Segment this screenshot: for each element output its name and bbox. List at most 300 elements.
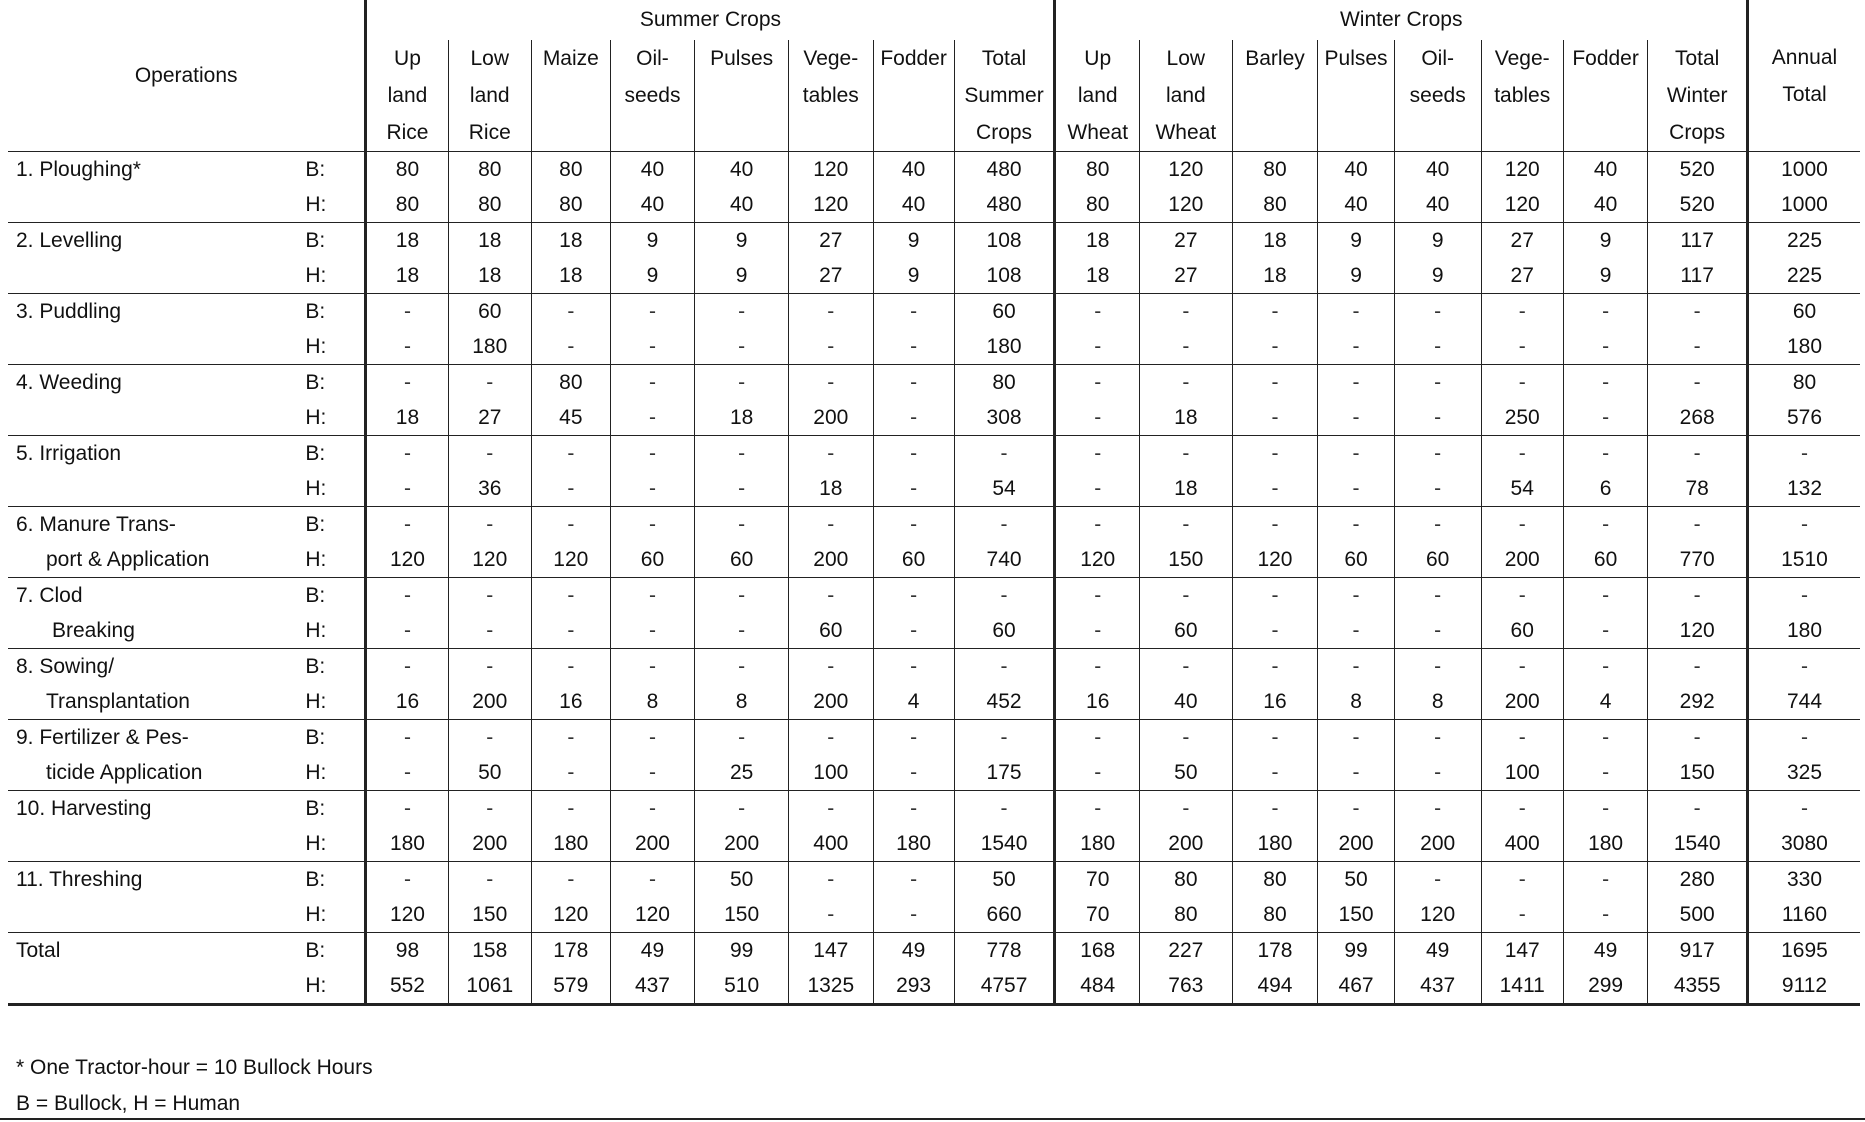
table-cell: 180 bbox=[366, 826, 448, 862]
table-cell: - bbox=[873, 649, 954, 685]
table-cell: 40 bbox=[1394, 187, 1481, 223]
table-cell: 80 bbox=[1232, 862, 1318, 898]
table-cell: - bbox=[610, 365, 695, 401]
table-cell: 60 bbox=[954, 613, 1055, 649]
winter-column-header-line: Vege- bbox=[1481, 40, 1563, 77]
table-cell: 80 bbox=[954, 365, 1055, 401]
table-cell: - bbox=[1563, 507, 1648, 543]
table-cell: - bbox=[695, 578, 789, 614]
table-cell: 117 bbox=[1648, 258, 1748, 294]
table-cell: 227 bbox=[1140, 933, 1233, 969]
table-cell: 200 bbox=[789, 684, 874, 720]
table-cell: 480 bbox=[954, 187, 1055, 223]
table-cell: 9 bbox=[873, 223, 954, 259]
table-cell: 98 bbox=[366, 933, 448, 969]
table-cell: - bbox=[1563, 791, 1648, 827]
summer-column-header-line bbox=[531, 77, 610, 114]
table-cell: 80 bbox=[1140, 897, 1233, 933]
table-cell: - bbox=[1563, 720, 1648, 756]
human-label: H: bbox=[303, 755, 366, 791]
table-cell: 452 bbox=[954, 684, 1055, 720]
operation-name bbox=[8, 471, 303, 507]
table-cell: 60 bbox=[448, 294, 531, 330]
winter-column-header-line: land bbox=[1140, 77, 1233, 114]
table-cell: 40 bbox=[1563, 187, 1648, 223]
summer-column-header-line: Rice bbox=[448, 114, 531, 152]
table-cell: 60 bbox=[954, 294, 1055, 330]
table-cell: 180 bbox=[1055, 826, 1140, 862]
summer-column-header-line: Oil- bbox=[610, 40, 695, 77]
table-row bbox=[8, 542, 1860, 578]
summer-column-header-line bbox=[695, 114, 789, 152]
summer-column-header-line: Fodder bbox=[873, 40, 954, 77]
table-cell: - bbox=[448, 365, 531, 401]
table-cell: 80 bbox=[1747, 365, 1860, 401]
table-cell: 120 bbox=[1055, 542, 1140, 578]
table-cell: 120 bbox=[1140, 187, 1233, 223]
table-cell: - bbox=[1055, 329, 1140, 365]
table-cell: 200 bbox=[1140, 826, 1233, 862]
table-row bbox=[8, 294, 1860, 330]
table-cell: - bbox=[610, 436, 695, 472]
labour-requirements-table bbox=[8, 0, 1860, 1006]
table-cell: 80 bbox=[1232, 152, 1318, 188]
table-cell: 100 bbox=[1481, 755, 1563, 791]
table-cell: - bbox=[1648, 436, 1748, 472]
summer-column-header-line: Total bbox=[954, 40, 1055, 77]
table-cell: 27 bbox=[448, 400, 531, 436]
table-cell: 147 bbox=[789, 933, 874, 969]
table-cell: - bbox=[873, 862, 954, 898]
table-cell: 108 bbox=[954, 223, 1055, 259]
table-cell: - bbox=[1055, 436, 1140, 472]
table-cell: - bbox=[873, 791, 954, 827]
abbreviation-legend: B = Bullock, H = Human bbox=[16, 1092, 241, 1115]
table-cell: - bbox=[1055, 400, 1140, 436]
table-cell: 200 bbox=[1481, 684, 1563, 720]
table-cell: 40 bbox=[695, 152, 789, 188]
table-cell: 200 bbox=[448, 826, 531, 862]
table-cell: 49 bbox=[1563, 933, 1648, 969]
table-cell: - bbox=[1055, 649, 1140, 685]
table-cell: - bbox=[1140, 791, 1233, 827]
operation-name bbox=[8, 826, 303, 862]
table-cell: 27 bbox=[789, 258, 874, 294]
table-cell: - bbox=[1563, 755, 1648, 791]
human-label: H: bbox=[303, 826, 366, 862]
table-cell: 60 bbox=[610, 542, 695, 578]
human-label: H: bbox=[303, 542, 366, 578]
table-cell: - bbox=[873, 365, 954, 401]
table-cell: - bbox=[448, 507, 531, 543]
human-label: H: bbox=[303, 329, 366, 365]
operation-name: 9. Fertilizer & Pes- bbox=[16, 726, 189, 749]
table-cell: 80 bbox=[448, 152, 531, 188]
table-row bbox=[8, 258, 1860, 294]
table-cell: - bbox=[1055, 720, 1140, 756]
table-cell: - bbox=[366, 329, 448, 365]
summer-column-header-line bbox=[873, 114, 954, 152]
table-cell: 16 bbox=[366, 684, 448, 720]
winter-column-header-line: Total bbox=[1648, 40, 1748, 77]
table-cell: 552 bbox=[366, 968, 448, 1005]
table-cell: - bbox=[531, 862, 610, 898]
bullock-label: B: bbox=[305, 371, 326, 394]
table-cell: - bbox=[1481, 897, 1563, 933]
table-row bbox=[8, 933, 1860, 969]
summer-column-header-line: Maize bbox=[531, 40, 610, 77]
table-cell: - bbox=[1318, 294, 1394, 330]
table-cell: 180 bbox=[531, 826, 610, 862]
table-cell: 80 bbox=[1232, 187, 1318, 223]
table-row bbox=[8, 720, 1860, 756]
table-cell: 120 bbox=[789, 152, 874, 188]
summer-column-header-line: seeds bbox=[610, 77, 695, 114]
table-cell: 147 bbox=[1481, 933, 1563, 969]
table-cell: 18 bbox=[1055, 223, 1140, 259]
table-cell: - bbox=[1055, 791, 1140, 827]
table-cell: - bbox=[366, 507, 448, 543]
table-cell: - bbox=[873, 400, 954, 436]
table-row bbox=[8, 826, 1860, 862]
winter-column-header-line: Oil- bbox=[1394, 40, 1481, 77]
table-cell: 8 bbox=[695, 684, 789, 720]
table-cell: 120 bbox=[789, 187, 874, 223]
table-cell: - bbox=[610, 720, 695, 756]
table-cell: - bbox=[954, 649, 1055, 685]
winter-column-header-line: tables bbox=[1481, 77, 1563, 114]
operations-header: Operations bbox=[8, 0, 366, 152]
table-cell: 27 bbox=[1481, 223, 1563, 259]
table-cell: - bbox=[1747, 507, 1860, 543]
table-row bbox=[8, 329, 1860, 365]
table-cell: - bbox=[1394, 649, 1481, 685]
table-cell: - bbox=[366, 862, 448, 898]
table-cell: 49 bbox=[873, 933, 954, 969]
table-cell: 27 bbox=[1140, 258, 1233, 294]
table-cell: - bbox=[1140, 720, 1233, 756]
table-cell: 9 bbox=[695, 258, 789, 294]
table-cell: - bbox=[873, 613, 954, 649]
bullock-label: B: bbox=[305, 584, 326, 607]
table-cell: - bbox=[1648, 720, 1748, 756]
table-cell: 293 bbox=[873, 968, 954, 1005]
table-cell: - bbox=[610, 471, 695, 507]
table-cell: - bbox=[1140, 329, 1233, 365]
table-cell: - bbox=[1481, 365, 1563, 401]
operation-name: 5. Irrigation bbox=[16, 442, 122, 465]
table-cell: - bbox=[1140, 578, 1233, 614]
table-cell: 6 bbox=[1563, 471, 1648, 507]
table-cell: - bbox=[366, 294, 448, 330]
table-cell: - bbox=[695, 649, 789, 685]
annual-total-header bbox=[1747, 0, 1860, 152]
table-cell: 120 bbox=[1648, 613, 1748, 649]
table-cell: - bbox=[873, 897, 954, 933]
human-label: H: bbox=[303, 187, 366, 223]
table-cell: - bbox=[1394, 755, 1481, 791]
table-cell: - bbox=[1318, 720, 1394, 756]
table-cell: - bbox=[1140, 507, 1233, 543]
table-cell: 437 bbox=[1394, 968, 1481, 1005]
summer-column-header-line: land bbox=[366, 77, 448, 114]
table-cell: 180 bbox=[954, 329, 1055, 365]
table-cell: 120 bbox=[531, 542, 610, 578]
bullock-label: B: bbox=[305, 868, 326, 891]
table-cell: 18 bbox=[448, 223, 531, 259]
table-cell: - bbox=[448, 649, 531, 685]
summer-column-header-line: Summer bbox=[954, 77, 1055, 114]
table-cell: 480 bbox=[954, 152, 1055, 188]
bottom-rule bbox=[0, 1118, 1865, 1120]
table-cell: 16 bbox=[531, 684, 610, 720]
table-cell: 50 bbox=[1318, 862, 1394, 898]
table-cell: 200 bbox=[1318, 826, 1394, 862]
table-row bbox=[8, 755, 1860, 791]
table-cell: - bbox=[1232, 507, 1318, 543]
table-row bbox=[8, 613, 1860, 649]
summer-column-header-line bbox=[789, 114, 874, 152]
table-cell: 18 bbox=[1140, 471, 1233, 507]
table-cell: 49 bbox=[610, 933, 695, 969]
table-row bbox=[8, 968, 1860, 1005]
table-cell: - bbox=[1232, 720, 1318, 756]
table-cell: 180 bbox=[873, 826, 954, 862]
table-cell: 1061 bbox=[448, 968, 531, 1005]
table-cell: 510 bbox=[695, 968, 789, 1005]
table-cell: - bbox=[954, 436, 1055, 472]
table-cell: 18 bbox=[1232, 258, 1318, 294]
table-cell: - bbox=[1747, 649, 1860, 685]
table-cell: 325 bbox=[1747, 755, 1860, 791]
table-cell: - bbox=[1140, 365, 1233, 401]
table-cell: - bbox=[695, 613, 789, 649]
table-cell: - bbox=[1481, 649, 1563, 685]
table-cell: - bbox=[1232, 578, 1318, 614]
table-cell: - bbox=[610, 400, 695, 436]
table-cell: - bbox=[1394, 720, 1481, 756]
table-cell: 60 bbox=[1747, 294, 1860, 330]
table-cell: 200 bbox=[789, 400, 874, 436]
table-cell: - bbox=[1394, 400, 1481, 436]
table-cell: 54 bbox=[954, 471, 1055, 507]
winter-crops-header: Winter Crops bbox=[1055, 0, 1748, 40]
table-cell: 45 bbox=[531, 400, 610, 436]
table-cell: - bbox=[1747, 720, 1860, 756]
table-cell: - bbox=[1140, 649, 1233, 685]
table-cell: - bbox=[789, 294, 874, 330]
table-cell: 400 bbox=[1481, 826, 1563, 862]
table-cell: - bbox=[695, 507, 789, 543]
table-cell: - bbox=[1394, 436, 1481, 472]
bullock-label: B: bbox=[305, 726, 326, 749]
table-cell: - bbox=[366, 436, 448, 472]
human-label: H: bbox=[303, 968, 366, 1005]
table-cell: - bbox=[1563, 365, 1648, 401]
table-cell: - bbox=[789, 578, 874, 614]
table-cell: 4757 bbox=[954, 968, 1055, 1005]
table-cell: - bbox=[1318, 613, 1394, 649]
table-cell: - bbox=[789, 436, 874, 472]
table-cell: 78 bbox=[1648, 471, 1748, 507]
table-cell: 18 bbox=[789, 471, 874, 507]
table-cell: - bbox=[366, 365, 448, 401]
table-cell: - bbox=[1232, 613, 1318, 649]
table-cell: 50 bbox=[448, 755, 531, 791]
table-row bbox=[8, 649, 1860, 685]
table-cell: 80 bbox=[531, 152, 610, 188]
bullock-label: B: bbox=[305, 442, 326, 465]
table-cell: - bbox=[531, 578, 610, 614]
table-cell: 120 bbox=[531, 897, 610, 933]
table-cell: - bbox=[1747, 578, 1860, 614]
table-cell: 180 bbox=[1232, 826, 1318, 862]
table-cell: - bbox=[448, 578, 531, 614]
winter-column-header-line: Crops bbox=[1648, 114, 1748, 152]
table-cell: 80 bbox=[531, 365, 610, 401]
table-cell: - bbox=[1318, 365, 1394, 401]
table-row bbox=[8, 791, 1860, 827]
table-cell: - bbox=[1481, 791, 1563, 827]
table-cell: - bbox=[1563, 578, 1648, 614]
table-cell: 4 bbox=[873, 684, 954, 720]
table-cell: 400 bbox=[789, 826, 874, 862]
table-cell: 225 bbox=[1747, 223, 1860, 259]
table-cell: 120 bbox=[1232, 542, 1318, 578]
table-row bbox=[8, 471, 1860, 507]
table-cell: - bbox=[366, 791, 448, 827]
table-cell: 180 bbox=[1747, 613, 1860, 649]
table-cell: 200 bbox=[695, 826, 789, 862]
table-cell: - bbox=[695, 294, 789, 330]
operation-name: Transplantation bbox=[8, 684, 303, 720]
table-cell: - bbox=[448, 436, 531, 472]
table-cell: - bbox=[531, 755, 610, 791]
summer-column-header-line: tables bbox=[789, 77, 874, 114]
table-cell: 579 bbox=[531, 968, 610, 1005]
table-cell: - bbox=[1648, 791, 1748, 827]
table-cell: 520 bbox=[1648, 152, 1748, 188]
winter-column-header-line: Pulses bbox=[1318, 40, 1394, 77]
table-cell: 150 bbox=[448, 897, 531, 933]
table-cell: - bbox=[873, 436, 954, 472]
table-cell: - bbox=[1232, 791, 1318, 827]
table-cell: - bbox=[1055, 613, 1140, 649]
table-cell: 484 bbox=[1055, 968, 1140, 1005]
table-cell: - bbox=[1648, 649, 1748, 685]
table-cell: 16 bbox=[1232, 684, 1318, 720]
table-cell: - bbox=[610, 294, 695, 330]
summer-column-header-line: Low bbox=[448, 40, 531, 77]
table-cell: - bbox=[1232, 329, 1318, 365]
table-cell: - bbox=[873, 507, 954, 543]
table-cell: 576 bbox=[1747, 400, 1860, 436]
table-cell: 180 bbox=[1563, 826, 1648, 862]
table-cell: 9 bbox=[1318, 258, 1394, 294]
table-cell: 40 bbox=[873, 187, 954, 223]
winter-column-header-line: Wheat bbox=[1055, 114, 1140, 152]
annual-total-header-line-2: Total bbox=[1782, 82, 1827, 106]
table-cell: - bbox=[1648, 578, 1748, 614]
table-cell: 40 bbox=[695, 187, 789, 223]
table-cell: - bbox=[448, 862, 531, 898]
table-cell: 120 bbox=[1140, 152, 1233, 188]
table-cell: 18 bbox=[366, 400, 448, 436]
table-cell: 99 bbox=[695, 933, 789, 969]
table-cell: 80 bbox=[1055, 152, 1140, 188]
summer-crops-header: Summer Crops bbox=[366, 0, 1055, 40]
operation-name: 6. Manure Trans- bbox=[16, 513, 176, 536]
table-cell: - bbox=[1055, 507, 1140, 543]
operation-name: Breaking bbox=[8, 613, 303, 649]
table-cell: 200 bbox=[789, 542, 874, 578]
table-cell: 150 bbox=[1318, 897, 1394, 933]
table-cell: 99 bbox=[1318, 933, 1394, 969]
table-cell: 40 bbox=[1140, 684, 1233, 720]
human-label: H: bbox=[303, 471, 366, 507]
human-label: H: bbox=[303, 400, 366, 436]
table-cell: 18 bbox=[448, 258, 531, 294]
table-cell: 40 bbox=[610, 152, 695, 188]
table-cell: 117 bbox=[1648, 223, 1748, 259]
table-cell: - bbox=[1648, 329, 1748, 365]
summer-column-header-line bbox=[610, 114, 695, 152]
table-cell: - bbox=[1563, 436, 1648, 472]
table-cell: - bbox=[1318, 400, 1394, 436]
table-cell: 4355 bbox=[1648, 968, 1748, 1005]
table-cell: - bbox=[1563, 649, 1648, 685]
table-cell: - bbox=[1563, 897, 1648, 933]
table-cell: 1540 bbox=[1648, 826, 1748, 862]
table-cell: 120 bbox=[1394, 897, 1481, 933]
table-cell: 3080 bbox=[1747, 826, 1860, 862]
table-cell: - bbox=[1747, 436, 1860, 472]
table-cell: - bbox=[873, 578, 954, 614]
operation-name bbox=[8, 897, 303, 933]
table-cell: - bbox=[531, 329, 610, 365]
summer-column-header-line bbox=[873, 77, 954, 114]
table-cell: 308 bbox=[954, 400, 1055, 436]
table-cell: 268 bbox=[1648, 400, 1748, 436]
table-cell: 54 bbox=[1481, 471, 1563, 507]
operation-name bbox=[8, 187, 303, 223]
human-label: H: bbox=[303, 897, 366, 933]
table-cell: 9 bbox=[1318, 223, 1394, 259]
bullock-label: B: bbox=[305, 229, 326, 252]
operation-name: 1. Ploughing* bbox=[16, 158, 141, 181]
table-cell: 27 bbox=[789, 223, 874, 259]
table-cell: - bbox=[610, 755, 695, 791]
table-cell: 917 bbox=[1648, 933, 1748, 969]
table-cell: 132 bbox=[1747, 471, 1860, 507]
table-cell: 18 bbox=[366, 223, 448, 259]
table-cell: - bbox=[695, 436, 789, 472]
table-cell: - bbox=[366, 755, 448, 791]
table-cell: - bbox=[448, 720, 531, 756]
summer-column-header-line: Vege- bbox=[789, 40, 874, 77]
table-cell: - bbox=[1232, 365, 1318, 401]
table-cell: - bbox=[1481, 507, 1563, 543]
table-cell: 60 bbox=[1140, 613, 1233, 649]
table-cell: 80 bbox=[1055, 187, 1140, 223]
table-cell: 60 bbox=[873, 542, 954, 578]
summer-column-header-line: land bbox=[448, 77, 531, 114]
table-cell: - bbox=[1563, 329, 1648, 365]
table-cell: 9 bbox=[1563, 258, 1648, 294]
summer-column-header-line bbox=[531, 114, 610, 152]
table-cell: 8 bbox=[1318, 684, 1394, 720]
table-cell: 25 bbox=[695, 755, 789, 791]
